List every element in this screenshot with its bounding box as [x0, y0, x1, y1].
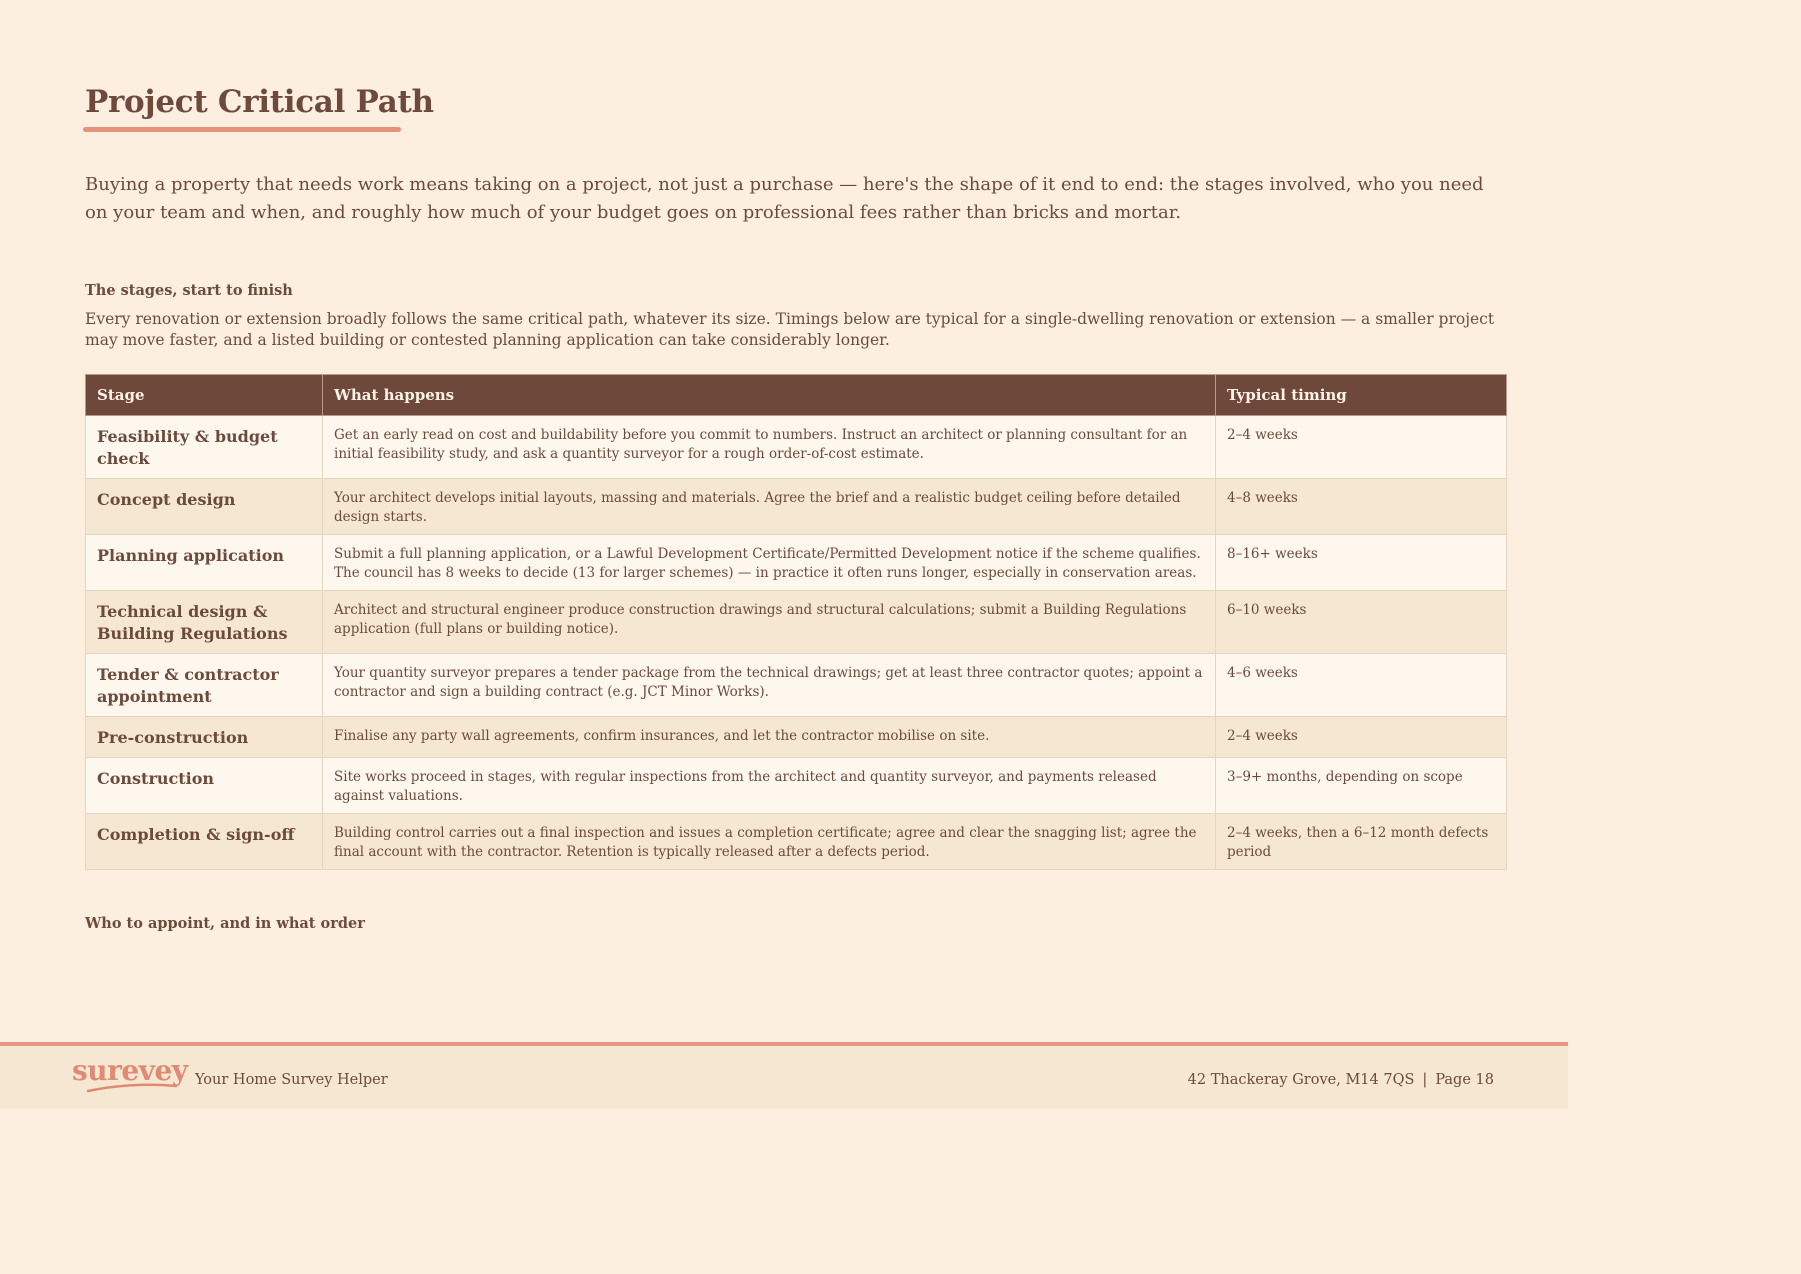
page-footer	[0, 1042, 1568, 1109]
table-header-row	[86, 375, 1507, 416]
stage-timing: 3–9+ months, depending on scope	[1216, 758, 1507, 814]
table-row	[86, 814, 1507, 870]
stage-name: Pre-construction	[86, 717, 323, 758]
column-header-typical-timing: Typical timing	[1216, 375, 1507, 416]
table-row	[86, 717, 1507, 758]
brand-tagline: Your Home Survey Helper	[195, 1072, 388, 1088]
brand-logo: surevey	[72, 1054, 188, 1087]
column-header-stage: Stage	[86, 375, 323, 416]
stage-description: Finalise any party wall agreements, confirm insurances, and let the contractor mobilise on site.	[323, 717, 1216, 758]
column-header-what-happens: What happens	[323, 375, 1216, 416]
table-row	[86, 591, 1507, 654]
stage-description: Your architect develops initial layouts, massing and materials. Agree the brief and a realistic budget ceiling before detailed design starts.	[323, 479, 1216, 535]
stages-table	[85, 374, 1507, 870]
stage-name: Tender & contractor appointment	[86, 654, 323, 717]
stages-heading: The stages, start to finish	[85, 282, 293, 299]
stage-timing: 2–4 weeks, then a 6–12 month defects period	[1216, 814, 1507, 870]
appoint-heading: Who to appoint, and in what order	[85, 915, 365, 932]
stage-name: Concept design	[86, 479, 323, 535]
stage-timing: 2–4 weeks	[1216, 717, 1507, 758]
table-row	[86, 479, 1507, 535]
property-address: 42 Thackeray Grove, M14 7QS	[1187, 1072, 1415, 1088]
stage-description: Architect and structural engineer produce construction drawings and structural calculations; submit a Building Regulations application (full plans or building notice).	[323, 591, 1216, 654]
table-row	[86, 758, 1507, 814]
stage-name: Technical design & Building Regulations	[86, 591, 323, 654]
stage-description: Get an early read on cost and buildability before you commit to numbers. Instruct an architect or planning consultant for an initial feasibility study, and ask a quantity surveyor for a rough order-of-cost estimate.	[323, 416, 1216, 479]
page-number: Page 18	[1435, 1072, 1494, 1088]
intro-paragraph: Buying a property that needs work means taking on a project, not just a purchase — here's the shape of it end to end: the stages involved, who you need on your team and when, and roughly how much of your budget goes on professional fees rather than bricks and mortar.	[85, 174, 1484, 223]
stage-timing: 6–10 weeks	[1216, 591, 1507, 654]
stage-timing: 4–8 weeks	[1216, 479, 1507, 535]
footer-info	[1188, 1072, 1494, 1088]
page-title: Project Critical Path	[85, 84, 434, 120]
table-row	[86, 535, 1507, 591]
stage-description: Your quantity surveyor prepares a tender package from the technical drawings; get at least three contractor quotes; appoint a contractor and sign a building contract (e.g. JCT Minor Works).	[323, 654, 1216, 717]
title-underline	[83, 127, 401, 132]
stage-description: Site works proceed in stages, with regular inspections from the architect and quantity surveyor, and payments released against valuations.	[323, 758, 1216, 814]
stage-description: Building control carries out a final inspection and issues a completion certificate; agree and clear the snagging list; agree the final account with the contractor. Retention is typically released after a defects period.	[323, 814, 1216, 870]
footer-separator: |	[1422, 1072, 1428, 1088]
stage-description: Submit a full planning application, or a Lawful Development Certificate/Permitted Development notice if the scheme qualifies. The council has 8 weeks to decide (13 for larger schemes) — in practice it often runs longer, especially in conservation areas.	[323, 535, 1216, 591]
stage-name: Construction	[86, 758, 323, 814]
stages-description: Every renovation or extension broadly follows the same critical path, whatever its size. Timings below are typical for a single-dwelling renovation or extension — a smaller project may move faster, and a listed building or contested planning application can take considerably longer.	[85, 310, 1495, 349]
table-row	[86, 654, 1507, 717]
stage-name: Completion & sign-off	[86, 814, 323, 870]
logo-swoosh-icon	[86, 1083, 178, 1093]
stage-timing: 2–4 weeks	[1216, 416, 1507, 479]
stage-name: Feasibility & budget check	[86, 416, 323, 479]
stage-timing: 4–6 weeks	[1216, 654, 1507, 717]
stage-timing: 8–16+ weeks	[1216, 535, 1507, 591]
table-row	[86, 416, 1507, 479]
stage-name: Planning application	[86, 535, 323, 591]
